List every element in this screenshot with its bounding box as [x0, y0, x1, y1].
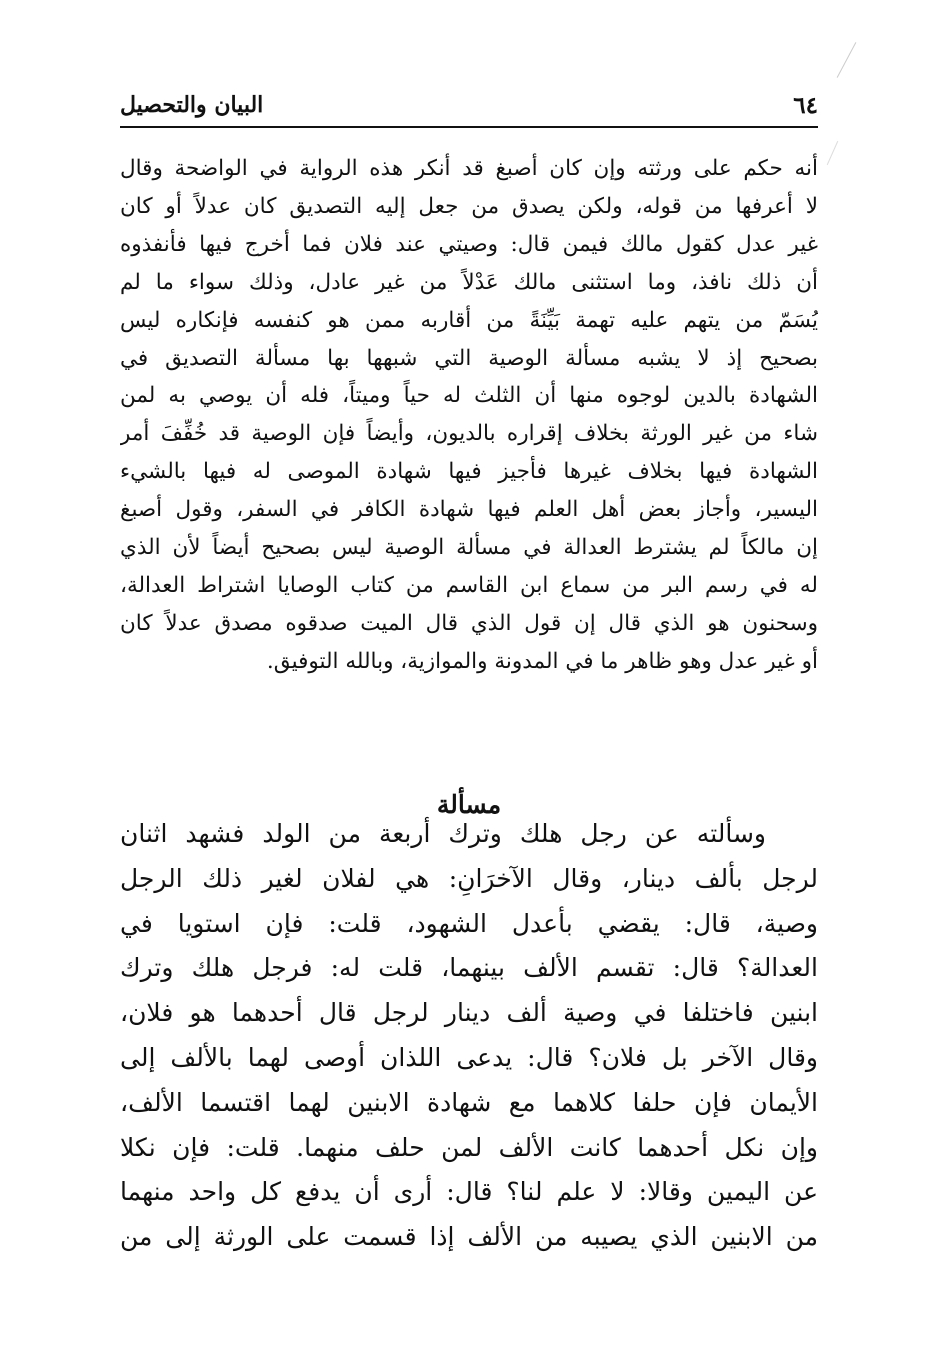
- text-line: إن مالكاً لم يشترط العدالة في مسألة الوصية ليس بصحيح أيضاً لأن الذي: [120, 535, 818, 561]
- text-line: أنه حكم على ورثته وإن كان أصبغ قد أنكر هذه الرواية في الواضحة وقال: [120, 156, 818, 181]
- text-line: غير عدل كقول مالك فيمن قال: وصيتي عند فلان فما أخرج فيها فأنفذوه: [120, 231, 818, 257]
- text-line: يُسَمّ من يتهم عليه تهمة بَيِّنَةً من أقاربه ممن هو كنفسه فإنكاره ليس: [120, 307, 818, 333]
- text-line: الأيمان فإن حلفا كلاهما مع شهادة الابنين لهما اقتسما الألف،: [120, 1087, 818, 1117]
- text-line: وإن نكل أحدهما كانت الألف لمن حلف منهما. قلت: فإن نكلا: [120, 1132, 818, 1162]
- text-line: وقال الآخر بل فلان؟ قال: يدعى اللذان أوصى لهما بالألف إلى: [120, 1042, 818, 1072]
- running-title: البيان والتحصيل: [120, 92, 264, 118]
- text-line: أو غير عدل وهو ظاهر ما في المدونة والموازية، وبالله التوفيق.: [266, 648, 818, 674]
- question-paragraph: [120, 812, 818, 1260]
- text-line: بصحيح إذ لا يشبه مسألة الوصية التي شبهها بها مسألة التصديق في: [120, 345, 818, 371]
- scan-artifact-line: [837, 42, 857, 78]
- text-line: لرجل بألف دينار، وقال الآخرَانِ: هي لفلان لغير ذلك الرجل: [120, 863, 818, 893]
- section-heading: مسألة: [436, 790, 502, 819]
- text-line: العدالة؟ قال: تقسم الألف بينهما، قلت له: فرجل هلك وترك: [120, 953, 818, 983]
- text-line: من الابنين الذي يصيبه من الألف إذا قسمت على الورثة إلى من: [120, 1222, 818, 1252]
- text-line: شاء من غير الورثة بخلاف إقراره بالديون، وأيضاً فإن الوصية قد خُفِّفَ أمر: [120, 421, 818, 447]
- text-line: عن اليمين وقالا: لا علم لنا؟ قال: أرى أن يدفع كل واحد منهما: [120, 1177, 818, 1207]
- page-number: ٦٤: [793, 92, 818, 119]
- scan-artifact-line: [827, 141, 838, 165]
- text-line: وسحنون هو الذي قال إن قول الذي قال الميت صدقوه مصدق عدلاً كان: [120, 610, 818, 636]
- page-header: [120, 92, 818, 128]
- text-line: وصية، قال: يقضي بأعدل الشهود، قلت: فإن استويا في: [120, 908, 818, 938]
- text-line: الشهادة بالدين لوجوه منها أن الثلث له حياً وميتاً، فله أن يوصي به لمن: [120, 383, 818, 409]
- text-line: اليسير، وأجاز بعض أهل العلم فيها شهادة الكافر في السفر، وقول أصبغ: [120, 497, 818, 523]
- text-line: لا أعرفها من قوله، ولكن يصدق من جعل إليه التصديق كان عدلاً أو كان: [120, 193, 818, 219]
- commentary-paragraph: [120, 150, 818, 681]
- text-line: أن ذلك نافذ، وما استثنى مالك عَدْلاً من غير عادل، وذلك سواء ما لم: [120, 269, 818, 295]
- text-line: له في رسم البر من سماع ابن القاسم من كتاب الوصايا اشتراط العدالة،: [120, 572, 818, 598]
- text-line: ابنين فاختلفا في وصية ألف دينار لرجل قال أحدهما هو فلان،: [120, 998, 818, 1028]
- text-line: الشهادة فيها بخلاف غيرها فأجيز فيها شهادة الموصى له فيها بالشيء: [120, 459, 818, 485]
- text-line: وسألته عن رجل هلك وترك أربعة من الولد فشهد اثنان: [120, 819, 766, 848]
